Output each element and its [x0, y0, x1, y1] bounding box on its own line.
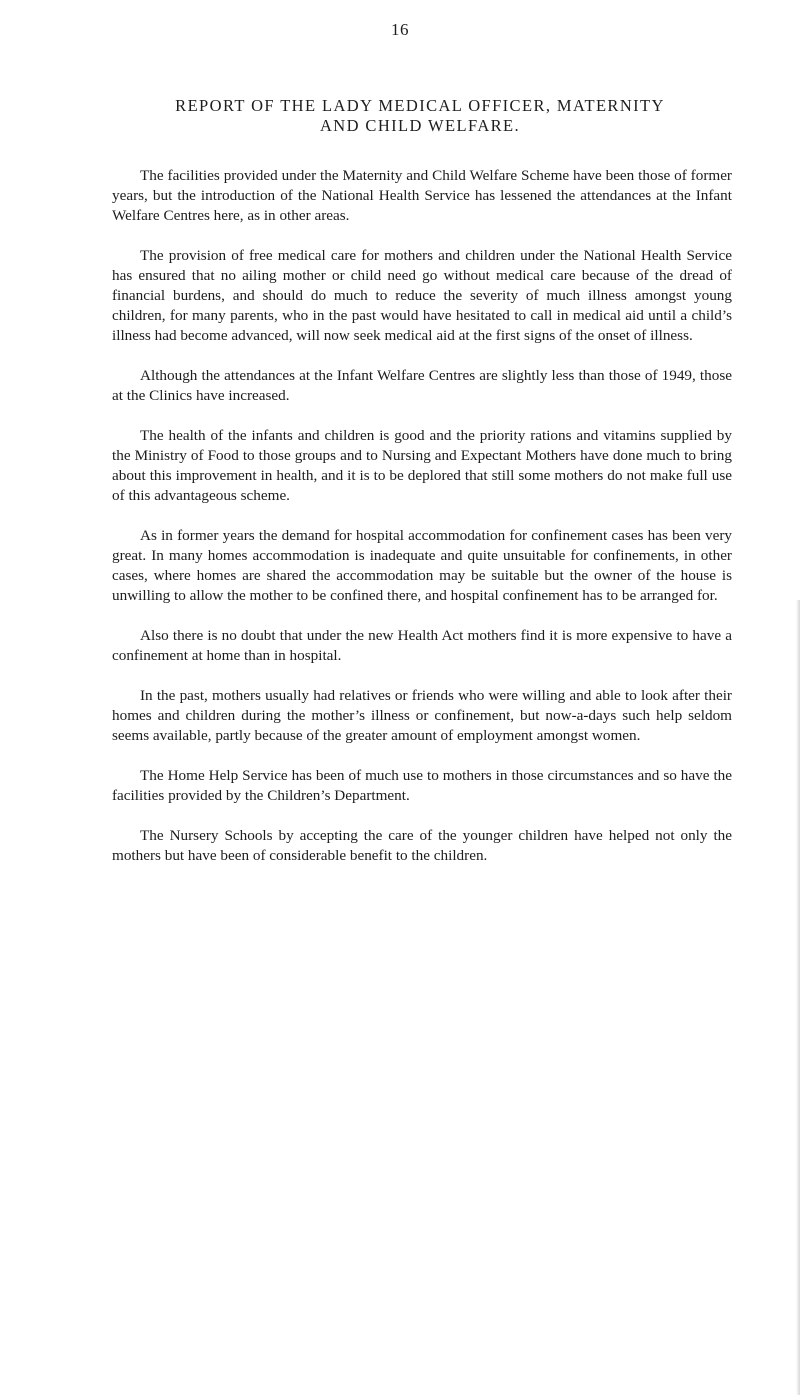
paragraph-expense: Also there is no doubt that under the new Health Act mothers find it is more expensive to have a confinement at home than in hospital.	[112, 627, 732, 664]
scan-edge-shadow	[796, 600, 800, 1395]
paragraph-free-medical-care: The provision of free medical care for mothers and children under the National Health Service has ensured that no ailing mother or child need go without medical care because of the dread of financial burdens, and should do much to reduce the severity of much illness amongst young children, for many parents, who in the past would have hesitated to call in medical aid until a child’s illness had become advanced, will now seek medical aid at the first signs of the onset of illness.	[112, 247, 732, 344]
paragraph-hospital-accommodation: As in former years the demand for hospital accommodation for confinement cases has been very great. In many homes accommodation is inadequate and quite unsuitable for confinements, in other cases, where homes are shared the accommodation may be suitable but the owner of the house is unwilling to allow the mother to be confined there, and hospital confinement has to be arranged for.	[112, 527, 732, 604]
paragraph-home-help-service: The Home Help Service has been of much use to mothers in those circumstances and so have the facilities provided by the Children’s Department.	[112, 767, 732, 804]
report-body	[112, 166, 732, 886]
paragraph-facilities: The facilities provided under the Maternity and Child Welfare Scheme have been those of former years, but the introduction of the National Health Service has lessened the attendances at the Infant Welfare Centres here, as in other areas.	[112, 167, 732, 224]
page-number: 16	[391, 20, 409, 39]
paragraph-health-of-infants: The health of the infants and children is good and the priority rations and vitamins supplied by the Ministry of Food to those groups and to Nursing and Expectant Mothers have done much to bring about this improvement in health, and it is to be deplored that still some mothers do not make full use of this advantageous scheme.	[112, 427, 732, 504]
heading-line-1: REPORT OF THE LADY MEDICAL OFFICER, MATERNITY	[175, 96, 665, 115]
paragraph-attendances: Although the attendances at the Infant Welfare Centres are slightly less than those of 1949, those at the Clinics have increased.	[112, 367, 732, 404]
heading-line-2: AND CHILD WELFARE.	[319, 116, 521, 135]
report-heading	[100, 96, 740, 136]
paragraph-relatives-help: In the past, mothers usually had relatives or friends who were willing and able to look after their homes and children during the mother’s illness or confinement, but now-a-days such help seldom seems available, partly because of the greater amount of employment amongst women.	[112, 687, 732, 744]
paragraph-nursery-schools: The Nursery Schools by accepting the care of the younger children have helped not only the mothers but have been of considerable benefit to the children.	[112, 827, 732, 864]
